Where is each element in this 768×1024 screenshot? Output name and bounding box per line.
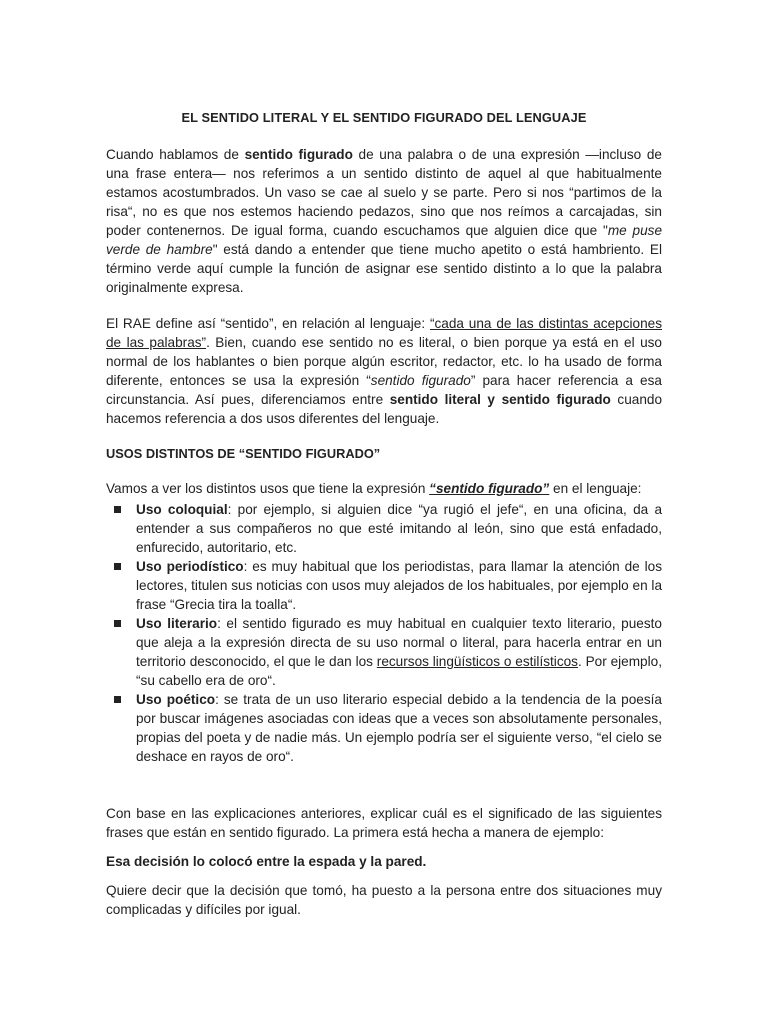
use-text: : el sentido figurado es muy habitual en cualquier texto literario, puesto que aleja a la expresión directa de su uso normal o literal, para hacerla entrar en un territorio desconocido, el que le dan los — [136, 616, 662, 669]
square-bullet-icon — [114, 696, 121, 703]
bold-italic-term: “sentido figurado” — [429, 481, 550, 496]
list-item — [106, 614, 662, 690]
document-title: EL SENTIDO LITERAL Y EL SENTIDO FIGURADO DEL LENGUAJE — [181, 110, 587, 125]
use-text: . Por ejemplo, “su cabello era de oro“. — [136, 654, 662, 688]
list-item — [106, 690, 662, 766]
uses-intro — [106, 479, 662, 498]
text-run: de una palabra o de una expresión —incluso de una frase entera— nos referimos a un sentido distinto de aquel al que habitualmente estamos acostumbrados. Un vaso se cae al suelo y se parte. Pero si nos “partimos de la risa“, no es que nos estemos haciendo pedazos, sino que nos reímos a carcajadas, sin poder contenernos. De igual forma, cuando escuchamos que alguien dice que " — [106, 147, 662, 238]
uses-list — [106, 500, 662, 766]
text-run: . Bien, cuando ese sentido no es literal, o bien porque ya está en el uso normal de los hablantes o bien porque algún escritor, redactor, etc. lo ha usado de forma diferente, entonces se usa la expresión “ — [106, 335, 662, 388]
text-run: cuando hacemos referencia a dos usos diferentes del lenguaje. — [106, 392, 663, 426]
example-phrase: Esa decisión lo colocó entre la espada y la pared. — [106, 854, 427, 869]
link-recursos[interactable]: recursos lingüísticos o estilísticos — [376, 654, 578, 669]
document-page — [106, 108, 662, 919]
use-text: : se trata de un uso literario especial debido a la tendencia de la poesía por buscar imágenes asociadas con ideas que a veces son absolutamente personales, propias del poeta y de nadie más. Un ejemplo podría ser el siguiente verso, “el cielo se deshace en rayos de oro“. — [136, 692, 662, 764]
paragraph-rae — [106, 314, 662, 428]
text-run: Vamos a ver los distintos usos que tiene la expresión — [106, 481, 430, 496]
use-term: Uso coloquial — [136, 502, 228, 517]
use-text: : es muy habitual que los periodistas, para llamar la atención de los lectores, titulen sus noticias con usos muy alejados de los habituales, por ejemplo en la frase “Grecia tira la toalla“. — [136, 559, 662, 612]
use-term: Uso poético — [136, 692, 216, 707]
paragraph-definition — [106, 145, 662, 297]
italic-quote: me puse verde de hambre — [106, 223, 663, 257]
text-run: Cuando hablamos de — [106, 147, 245, 162]
use-term: Uso periodístico — [136, 559, 244, 574]
bold-term: sentido figurado — [244, 147, 353, 162]
italic-term: sentido figurado — [370, 373, 471, 388]
use-text: : por ejemplo, si alguien dice “ya rugió el jefe“, en una oficina, da a entender a sus compañeros no que esté imitando al león, sino que está enfadado, enfurecido, autoritario, etc. — [136, 502, 663, 555]
example-answer: Quiere decir que la decisión que tomó, ha puesto a la persona entre dos situaciones muy complicadas y difíciles por igual. — [106, 883, 662, 917]
square-bullet-icon — [114, 620, 121, 627]
text-run: ” para hacer referencia a esa circunstancia. Así pues, diferenciamos entre — [106, 373, 662, 407]
text-run: " está dando a entender que tiene mucho apetito o está hambriento. El término verde aquí cumple la función de asignar ese sentido distinto a lo que la palabra originalmente expresa. — [106, 242, 662, 295]
text-run: El RAE define así “sentido”, en relación al lenguaje: — [106, 316, 430, 331]
underlined-quote: “cada una de las distintas acepciones de las palabras” — [106, 316, 662, 350]
use-term: Uso literario — [136, 616, 218, 631]
section-heading: USOS DISTINTOS DE “SENTIDO FIGURADO” — [106, 446, 381, 461]
text-run: en el lenguaje: — [549, 481, 642, 496]
list-item — [106, 500, 662, 557]
list-item — [106, 557, 662, 614]
bold-term: sentido literal y sentido figurado — [389, 392, 611, 407]
square-bullet-icon — [114, 506, 121, 513]
square-bullet-icon — [114, 563, 121, 570]
exercise-instructions: Con base en las explicaciones anteriores, explicar cuál es el significado de las siguientes frases que están en sentido figurado. La primera está hecha a manera de ejemplo: — [106, 806, 662, 840]
